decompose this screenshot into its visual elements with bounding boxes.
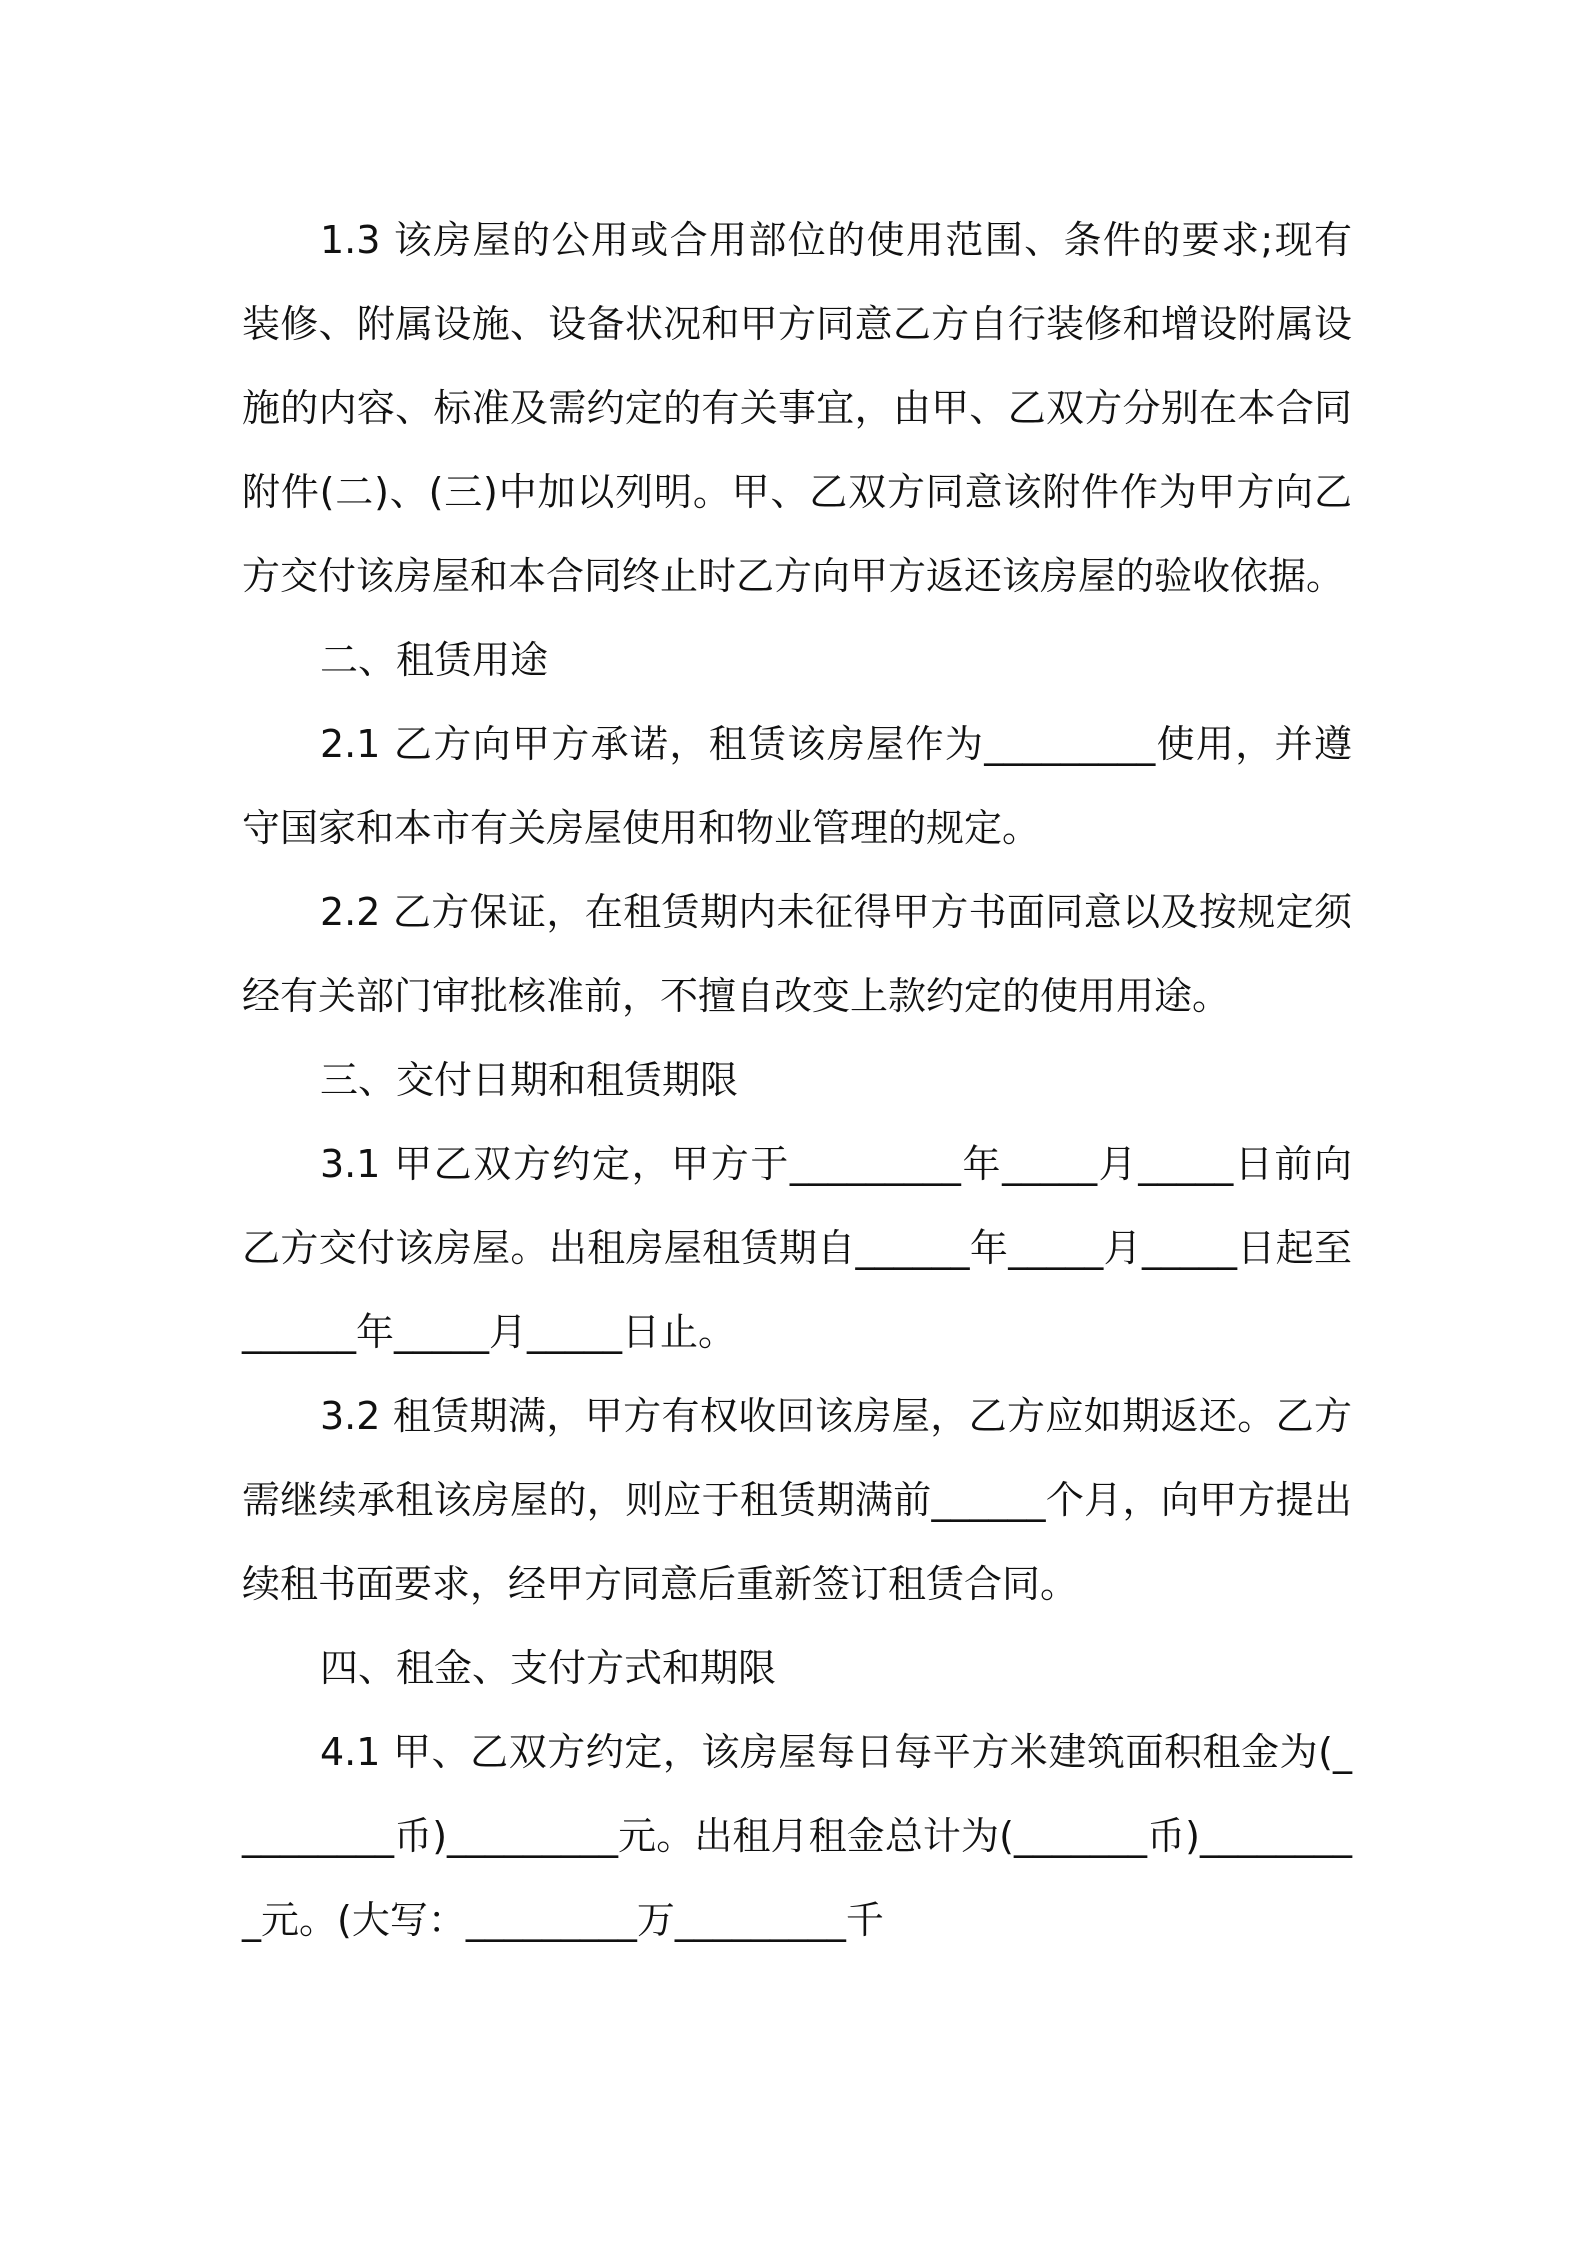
section-heading-delivery-term: 三、交付日期和租赁期限 xyxy=(320,1058,739,1102)
clause-3-2: 3.2 租赁期满，甲方有权收回该房屋，乙方应如期返还。乙方需继续承租该房屋的，则应于租赁期满前______个月，向甲方提出续租书面要求，经甲方同意后重新签订租赁合同。 xyxy=(242,1394,1352,1606)
section-heading-lease-purpose: 二、租赁用途 xyxy=(320,638,549,682)
section-heading-rent-payment: 四、租金、支付方式和期限 xyxy=(320,1646,777,1690)
contract-body xyxy=(242,198,1352,1962)
clause-1-3: 1.3 该房屋的公用或合用部位的使用范围、条件的要求;现有装修、附属设施、设备状况和甲方同意乙方自行装修和增设附属设施的内容、标准及需约定的有关事宜，由甲、乙双方分别在本合同附件(二)、(三)中加以列明。甲、乙双方同意该附件作为甲方向乙方交付该房屋和本合同终止时乙方向甲方返还该房屋的验收依据。 xyxy=(242,218,1352,598)
clause-4-1: 4.1 甲、乙双方约定，该房屋每日每平方米建筑面积租金为(_________币)_________元。出租月租金总计为(_______币)_________元。(大写：_________万_________千 xyxy=(242,1730,1352,1942)
clause-3-1: 3.1 甲乙双方约定，甲方于_________年_____月_____日前向乙方交付该房屋。出租房屋租赁期自______年_____月_____日起至______年_____月_____日止。 xyxy=(242,1142,1352,1354)
clause-2-2: 2.2 乙方保证，在租赁期内未征得甲方书面同意以及按规定须经有关部门审批核准前，不擅自改变上款约定的使用用途。 xyxy=(242,890,1352,1018)
clause-2-1: 2.1 乙方向甲方承诺，租赁该房屋作为_________使用，并遵守国家和本市有关房屋使用和物业管理的规定。 xyxy=(242,722,1352,850)
